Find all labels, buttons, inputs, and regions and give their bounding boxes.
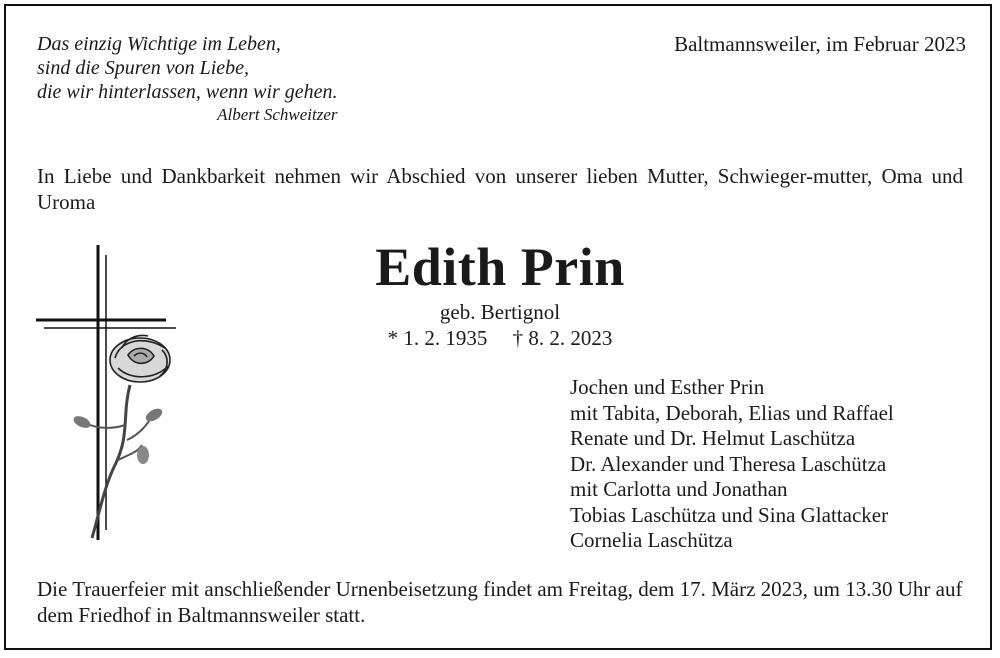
family-line: Tobias Laschütza und Sina Glattacker [570,502,889,527]
intro-text: In Liebe und Dankbarkeit nehmen wir Abschied von unserer lieben Mutter, Schwieger-mutter, Oma und Uroma [37,164,963,214]
family-line: Cornelia Laschütza [570,528,733,552]
quote-line: Das einzig Wichtige im Leben, [37,33,281,55]
family-line: Renate und Dr. Helmut Laschütza [570,426,856,450]
cross-with-rose-icon [30,240,190,550]
funeral-notice: Die Trauerfeier mit anschließender Urnenbeisetzung findet am Freitag, dem 17. März 2023, um 13.30 Uhr auf dem Friedhof in Baltmannsweiler statt. [37,577,963,627]
family-line: Dr. Alexander und Theresa Laschütza [570,451,887,476]
death-date: † 8. 2. 2023 [512,326,613,350]
quote-block [37,32,338,127]
family-line: mit Tabita, Deborah, Elias und Raffael [570,400,894,425]
birth-date: * 1. 2. 1935 [387,326,488,350]
family-list [570,375,894,554]
birth-name: geb. Bertignol [439,300,561,324]
family-line: mit Carlotta und Jonathan [570,477,788,501]
quote-line: die wir hinterlassen, wenn wir gehen. [37,81,338,103]
family-line: Jochen und Esther Prin [570,375,765,399]
place-date: Baltmannsweiler, im Februar 2023 [674,32,966,56]
quote-author: Albert Schweitzer [217,105,338,124]
quote-line: sind die Spuren von Liebe, [37,57,250,79]
deceased-name: Edith Prin [375,237,625,297]
